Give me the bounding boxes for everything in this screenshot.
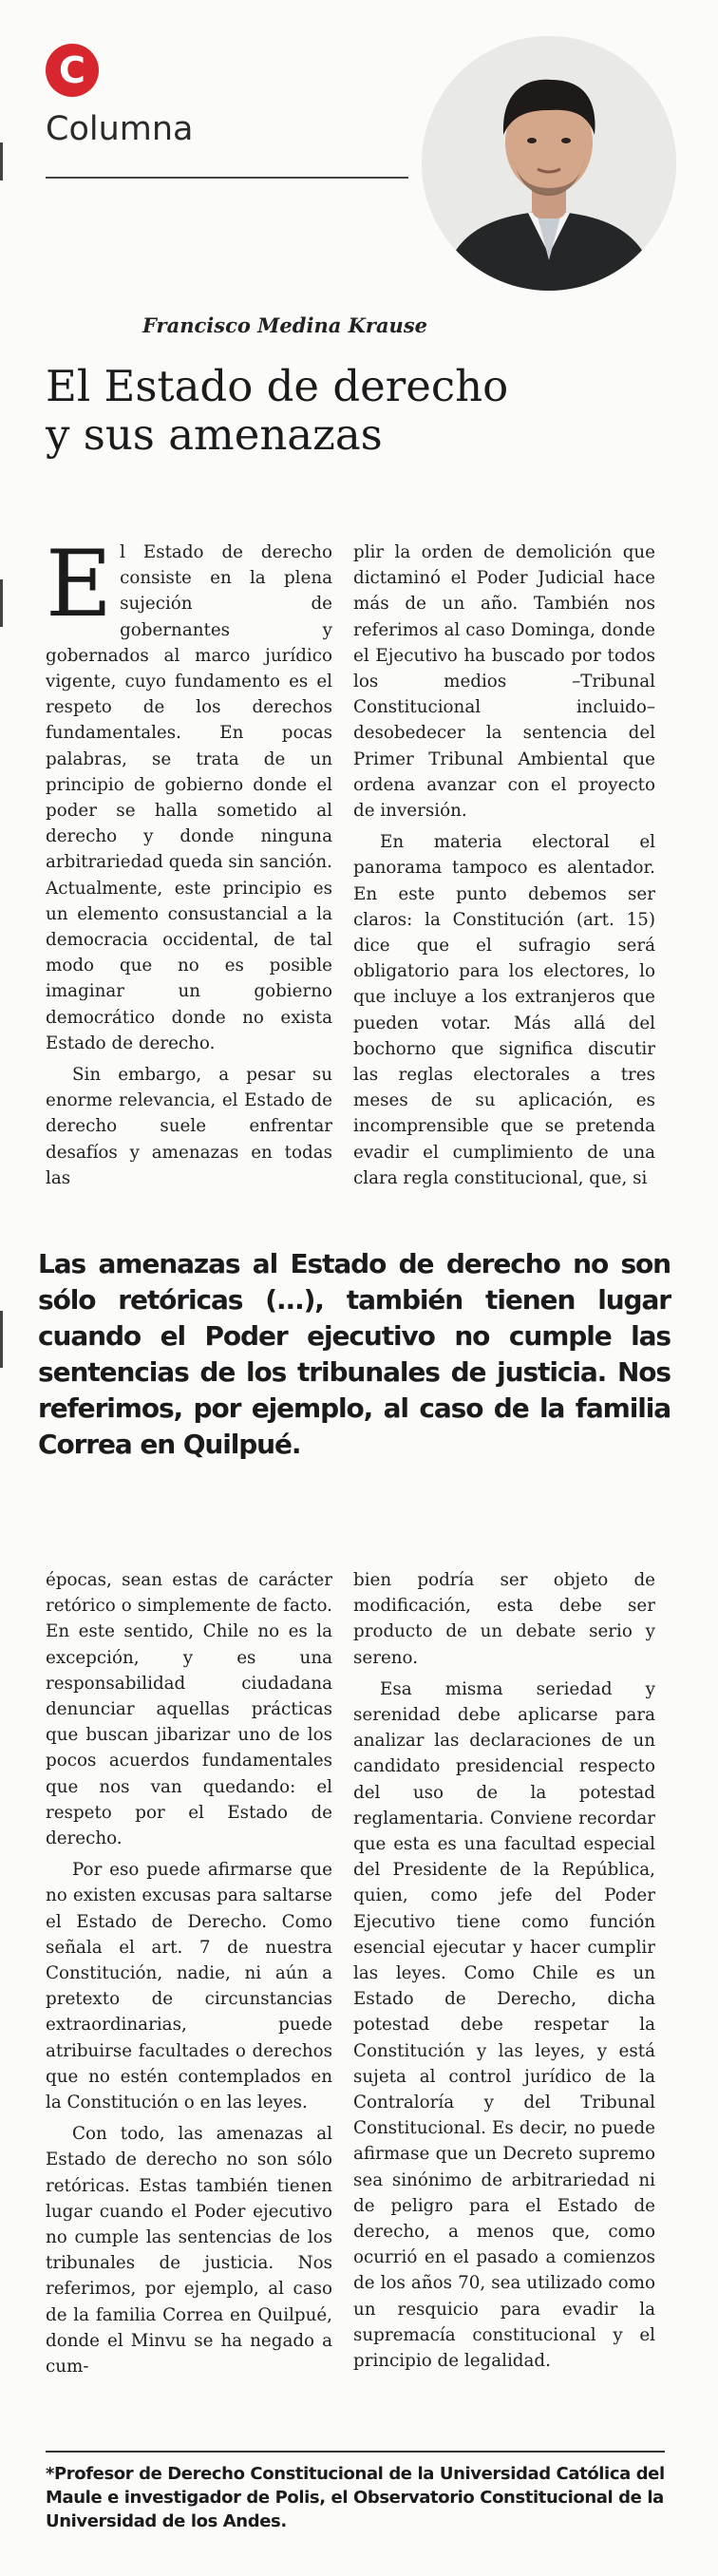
author-name: Francisco Medina Krause — [142, 313, 427, 337]
section-divider — [46, 177, 408, 179]
drop-cap: E — [46, 531, 113, 637]
article-paragraph: Esa misma seriedad y serenidad debe aplicarse para analizar las declaraciones de un candidato presidencial respecto del uso de la potestad reglamentaria. Conviene recordar que esta es una facultad especial del Presidente de la República, quien, como jefe del Poder Ejecutivo tiene como función esencial ejecutar y hacer cumplir las leyes. Como Chile es un Estado de Derecho, dicha potestad debe respetar la Constitución y las leyes, y está sujeta al control jurídico de la Contraloría y del Tribunal Constitucional. Es decir, no puede afirmase que un Decreto supremo sea sinónimo de arbitrariedad ni de peligro para el Estado de derecho, a menos que, como ocurrió en el pasado a comienzos de los años 70, sea utilizado como un resquicio para evadir la supremacía constitucional y el principio de legalidad. — [353, 1678, 655, 2372]
left-margin-rule — [0, 579, 3, 627]
headline-line-1: El Estado de derecho — [46, 361, 509, 411]
article-paragraph: En materia electoral el panorama tampoco es alentador. En este punto debemos ser claros: la Constitución (art. 15) dice que el sufragio será obligatorio para los electores, lo que incluye a los extranjeros que pueden votar. Más allá del bochorno que significa discutir las reglas electorales a tres meses de su aplicación, es incomprensible que se pretenda evadir el cumplimiento de una clara regla constitucional, que, si — [353, 832, 655, 1188]
section-label: Columna — [46, 110, 194, 148]
author-portrait-image — [422, 36, 676, 291]
author-photo — [422, 36, 676, 291]
left-margin-rule — [0, 142, 3, 180]
article-paragraph: épocas, sean estas de carácter retórico o simplemente de facto. En este sentido, Chile no es la excepción, y es una responsabilidad ciudadana denunciar aquellas prácticas que buscan jibarizar uno de los pocos acuerdos fundamentales que nos van quedando: el respeto por el Estado de derecho. — [46, 1570, 332, 1849]
article-column-1 — [46, 531, 332, 1191]
pull-quote: Las amenazas al Estado de derecho no son sólo retóricas (...), también tienen lugar cuando el Poder ejecutivo no cumple las sentencias de los tribunales de justicia. Nos referimos, por ejemplo, al caso de la familia Correa en Quilpué. — [38, 1248, 671, 1460]
article-paragraph — [46, 531, 332, 1056]
article-paragraph: plir la orden de demolición que dictaminó el Poder Judicial hace más de un año. También nos referimos al caso Dominga, donde el Ejecutivo ha buscado por todos los medios –Tribunal Constitucional incluido– desobedecer la sentencia del Primer Tribunal Ambiental que ordena avanzar con el proyecto de inversión. — [353, 542, 655, 822]
headline — [46, 363, 653, 460]
article-paragraph: Con todo, las amenazas al Estado de derecho no son sólo retóricas. Estas también tienen lugar cuando el Poder ejecutivo no cumple las sentencias de los tribunales de justicia. Nos referimos, por ejemplo, al caso de la familia Correa en Quilpué, donde el Minvu se ha negado a cum- — [46, 2124, 332, 2377]
article-paragraph: bien podría ser objeto de modificación, esta debe ser producto de un debate serio y sereno. — [353, 1570, 655, 1668]
headline-line-2: y sus amenazas — [46, 408, 383, 460]
article-paragraph: Sin embargo, a pesar su enorme relevancia, el Estado de derecho suele enfrentar desafíos y amenazas en todas las — [46, 1065, 332, 1188]
article-column-3 — [46, 1567, 332, 2379]
footnote-divider — [46, 2451, 665, 2453]
article-column-4 — [353, 1567, 655, 2374]
article-paragraph: Por eso puede afirmarse que no existen excusas para saltarse el Estado de Derecho. Como señala el art. 7 de nuestra Constitución, nadie, ni aún a pretexto de circunstancias extraordinarias, puede atribuirse facultades o derechos que no estén contemplados en la Constitución o en las leyes. — [46, 1860, 332, 2113]
paragraph-text: l Estado de derecho consiste en la plena sujeción de gobernantes y gobernados al marco jurídico vigente, cuyo fundamento es el respeto de los derechos fundamentales. En pocas palabras, se trata de un principio de gobierno donde el poder se halla sometido al derecho y donde ninguna arbitrariedad queda sin sanción. Actualmente, este principio es un elemento consustancial a la democracia occidental, de tal modo que no es posible imaginar un gobierno democrático donde no exista Estado de derecho. — [46, 542, 332, 1053]
section-badge: C — [46, 44, 99, 97]
author-footnote: *Profesor de Derecho Constitucional de la Universidad Católica del Maule e investigador de Polis, el Observatorio Constitucional de la Universidad de los Andes. — [46, 2464, 665, 2531]
article-column-2 — [353, 540, 655, 1191]
left-margin-rule — [0, 1311, 3, 1368]
